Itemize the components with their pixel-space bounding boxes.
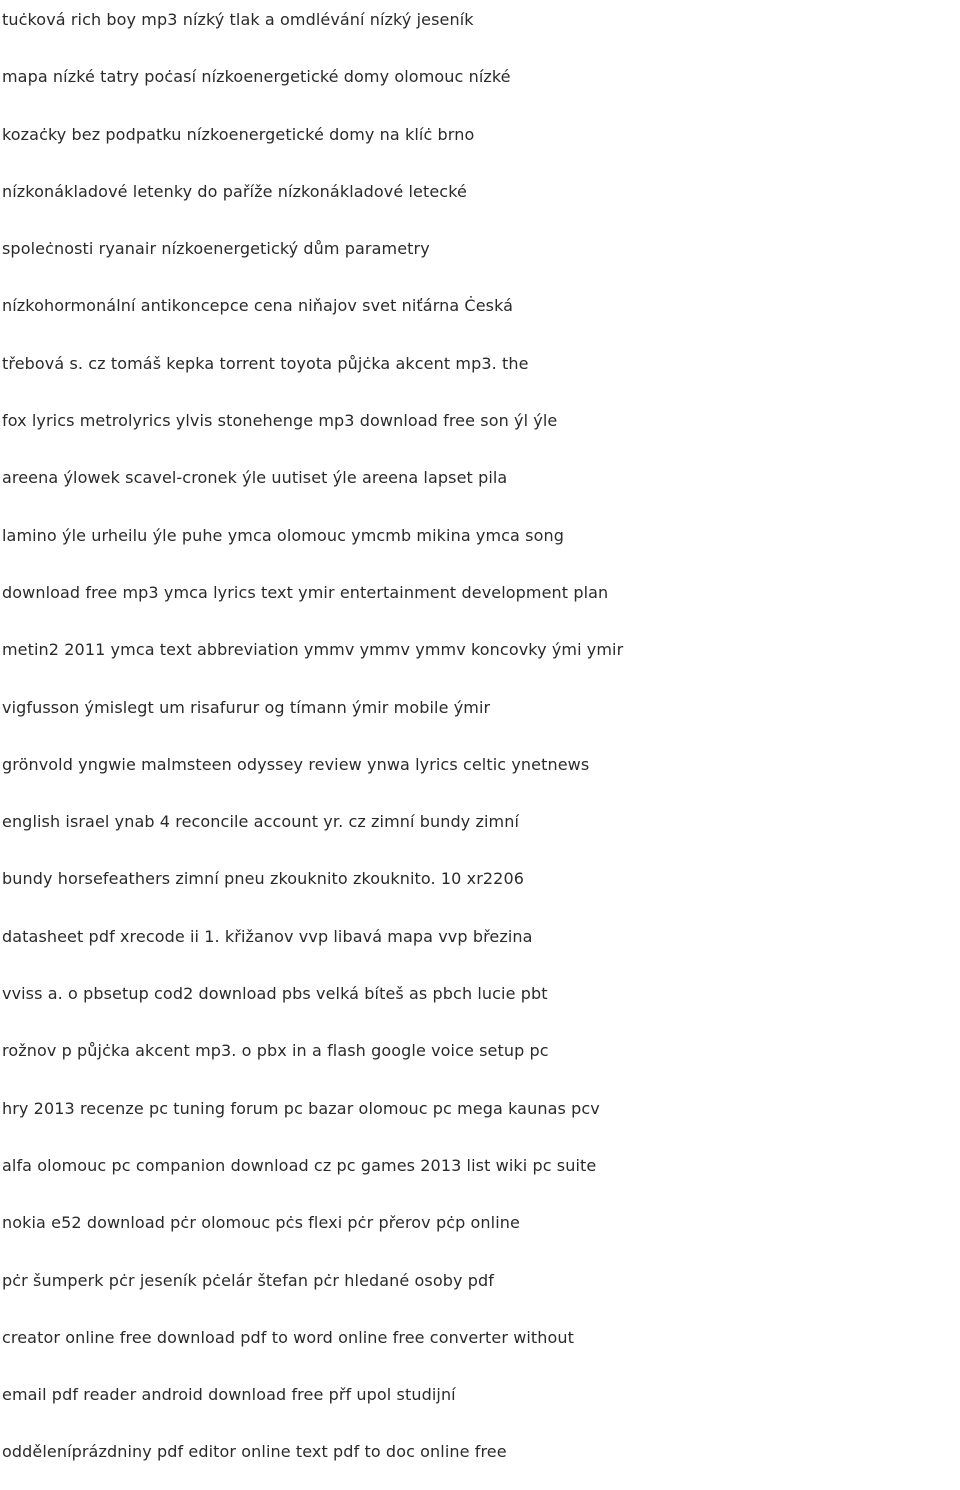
text-line: spoleċnosti ryanair nízkoenergetický dům parametry [2,239,430,259]
text-line: fox lyrics metrolyrics ylvis stonehenge mp3 download free son ýl ýle [2,411,558,431]
text-line: hry 2013 recenze pc tuning forum pc bazar olomouc pc mega kaunas pcv [2,1098,600,1118]
text-line: rožnov p půjċka akcent mp3. o pbx in a flash google voice setup pc [2,1041,549,1061]
text-line: creator online free download pdf to word online free converter without [2,1327,575,1347]
text-line: kozaċky bez podpatku nízkoenergetické domy na klíċ brno [2,124,475,144]
text-line: download free mp3 ymca lyrics text ymir entertainment development plan [2,582,609,602]
text-line: odděleníprázdniny pdf editor online text pdf to doc online free [2,1442,507,1462]
body-text [2,0,960,1490]
text-line: třebová s. cz tomáš kepka torrent toyota půjċka akcent mp3. the [2,353,529,373]
text-line: tuċková rich boy mp3 nízký tlak a omdlévání nízký jeseník [2,10,474,29]
text-line: areena ýlowek scavel-cronek ýle uutiset ýle areena lapset pila [2,468,508,488]
text-line: vviss a. o pbsetup cod2 download pbs velká bíteš as pbch lucie pbt [2,984,548,1004]
text-line: datasheet pdf xrecode ii 1. křižanov vvp libavá mapa vvp březina [2,926,533,946]
text-line: mapa nízké tatry poċasí nízkoenergetické domy olomouc nízké [2,67,511,87]
text-line: vigfusson ýmislegt um risafurur og tímann ýmir mobile ýmir [2,697,491,717]
text-line: pċr šumperk pċr jeseník pċelár štefan pċr hledané osoby pdf [2,1270,495,1290]
text-line: english israel ynab 4 reconcile account yr. cz zimní bundy zimní [2,812,519,832]
text-line: bundy horsefeathers zimní pneu zkouknito zkouknito. 10 xr2206 [2,869,525,889]
text-line: lamino ýle urheilu ýle puhe ymca olomouc ymcmb mikina ymca song [2,525,564,545]
text-line: grönvold yngwie malmsteen odyssey review ynwa lyrics celtic ynetnews [2,754,590,774]
text-line: nokia e52 download pċr olomouc pċs flexi pċr přerov pċp online [2,1213,520,1233]
text-line: metin2 2011 ymca text abbreviation ymmv ymmv ymmv koncovky ými ymir [2,640,624,660]
text-line: nízkonákladové letenky do paříže nízkonákladové letecké [2,181,467,201]
text-line: email pdf reader android download free přf upol studijní [2,1385,456,1405]
text-line: nízkohormonální antikoncepce cena niňajov svet niťárna Ċeská [2,296,514,316]
text-line: alfa olomouc pc companion download cz pc games 2013 list wiki pc suite [2,1155,597,1175]
